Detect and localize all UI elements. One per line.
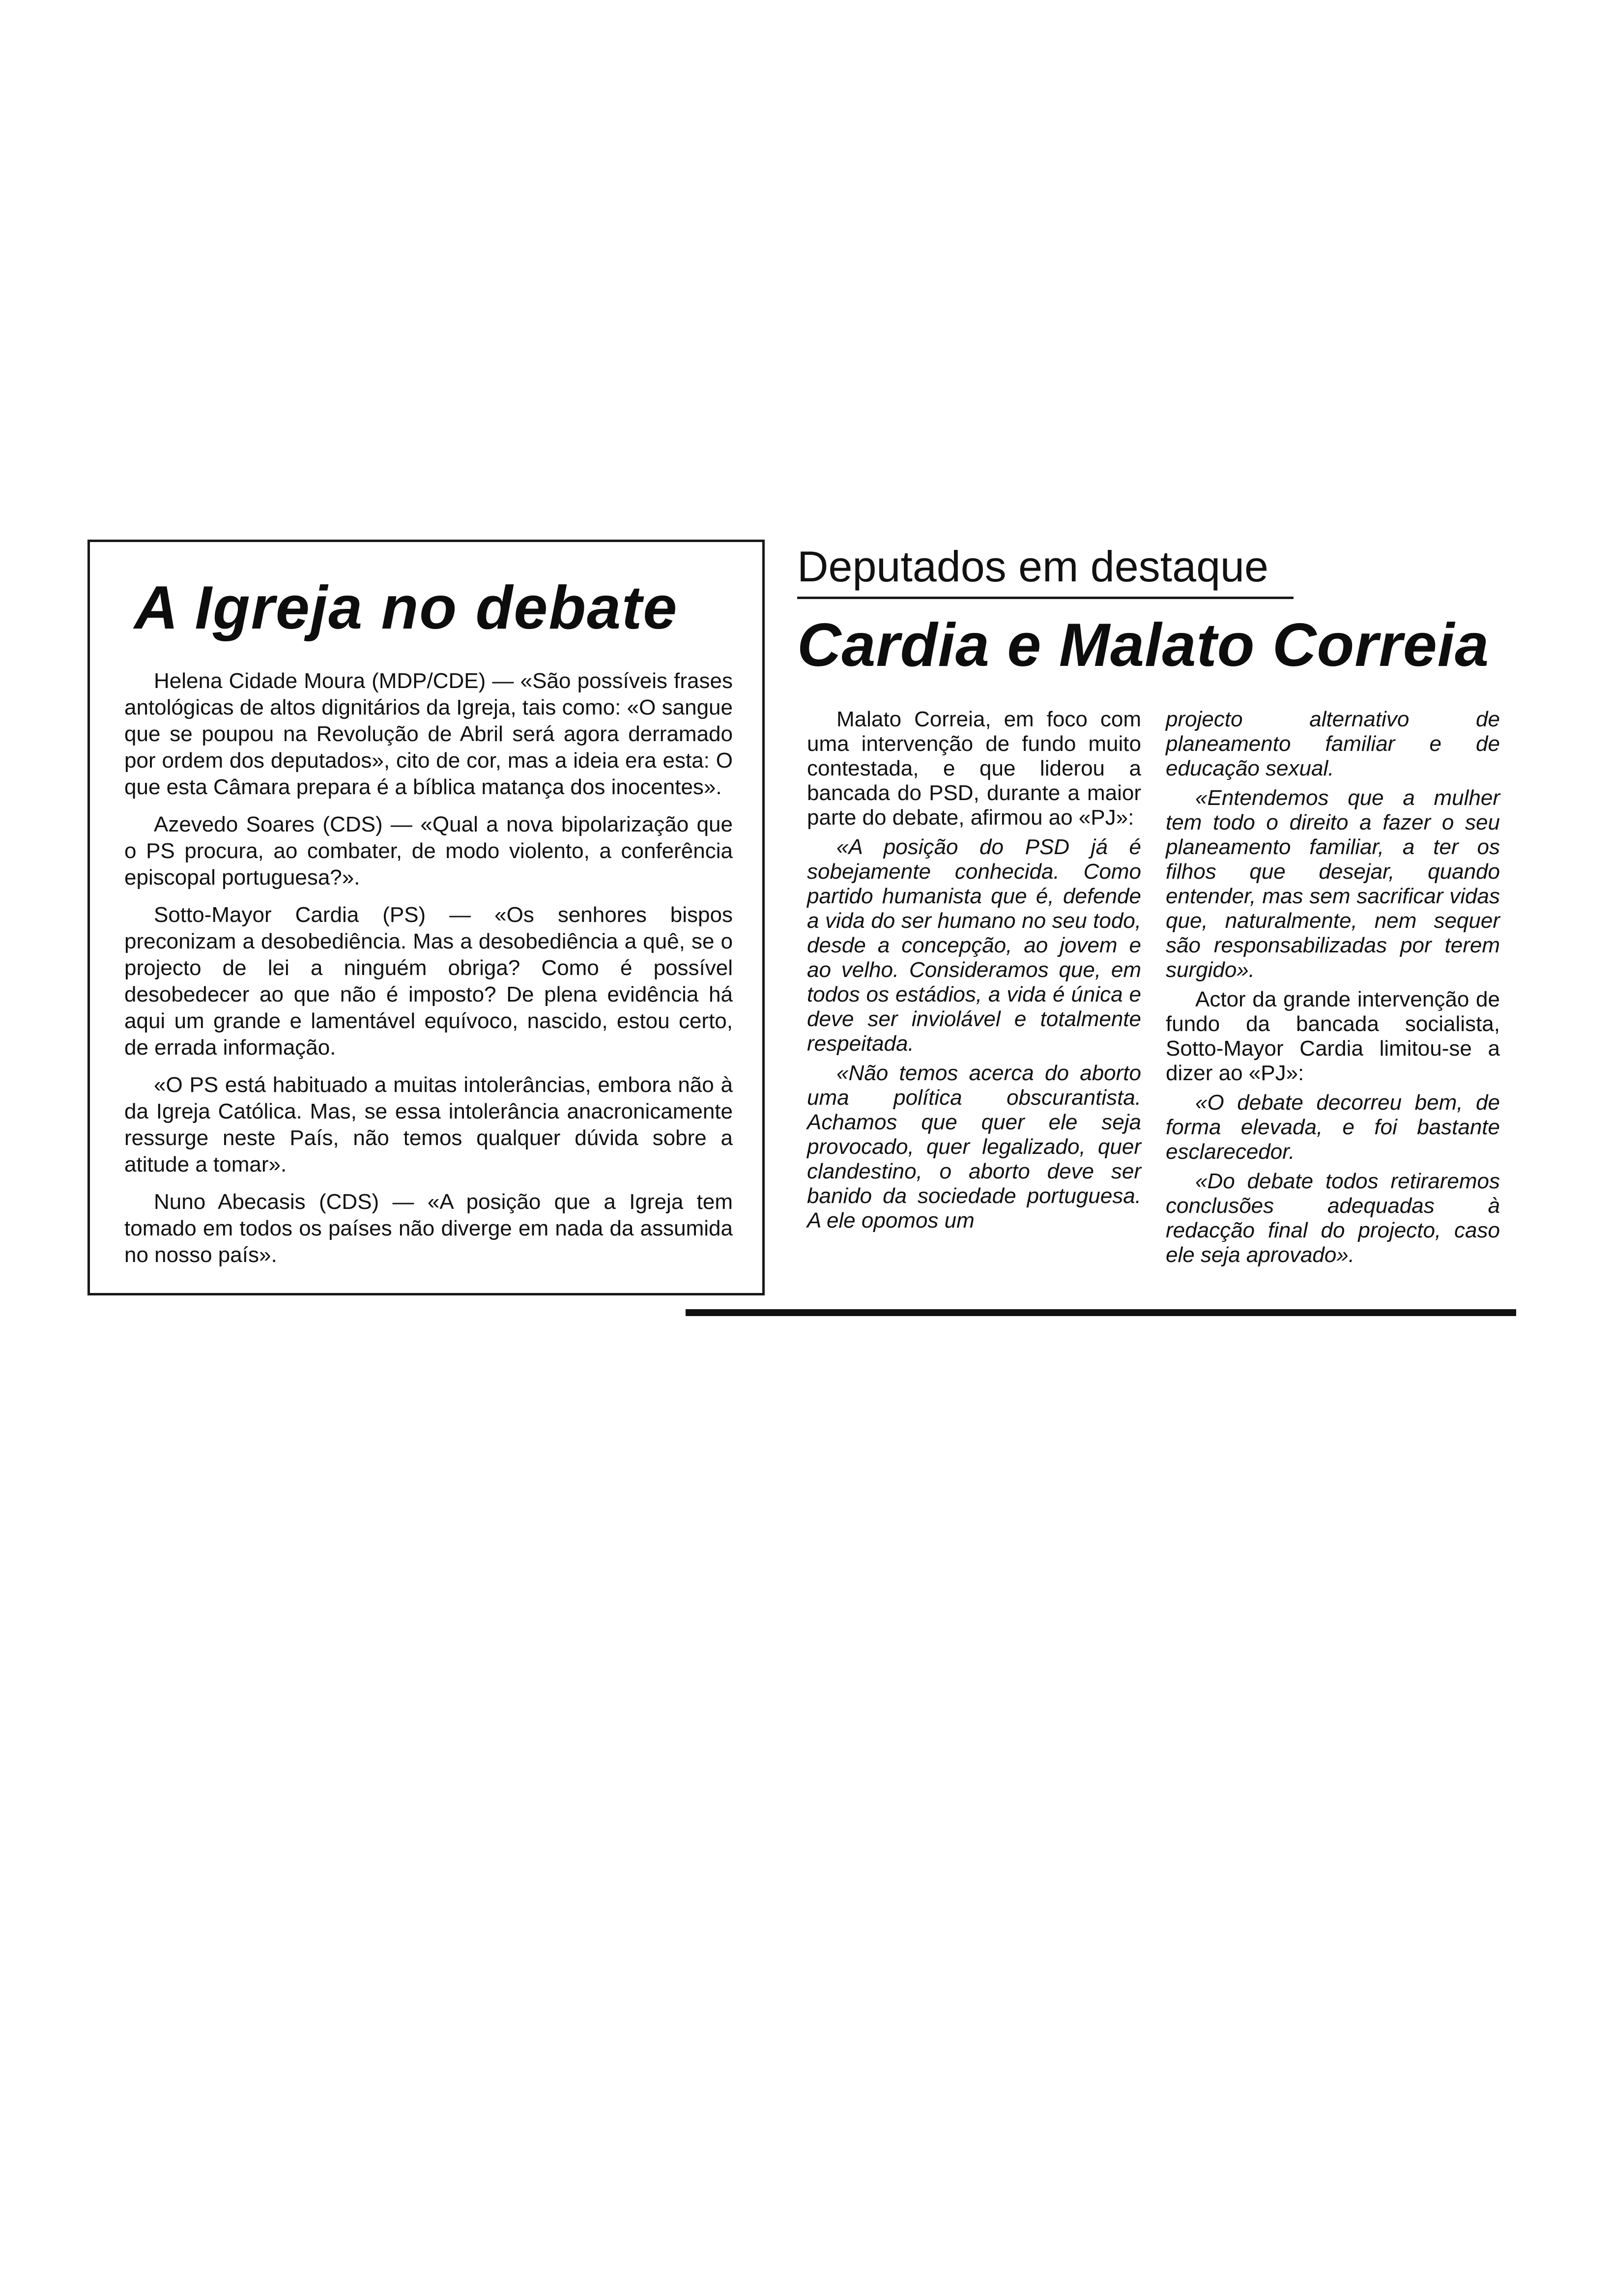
paragraph-ps-intolerancias: «O PS está habituado a muitas intolerâncias, embora não à da Igreja Católica. Mas, se essa intolerância anacronicamente ressurge neste País, não temos qualquer dúvida sobre a atitude a tomar». (124, 1073, 733, 1177)
col2-paragraph: Actor da grande intervenção de fundo da bancada socialista, Sotto-Mayor Cardia limitou-se a dizer ao «PJ»: (1166, 987, 1500, 1085)
col2-quote-continued: projecto alternativo de planeamento familiar e de educação sexual. (1166, 707, 1500, 780)
col1-quote: «A posição do PSD já é sobejamente conhecida. Como partido humanista que é, defende a vida do ser humano no seu todo, desde a concepção, ao jovem e ao velho. Consideramos que, em todos os estádios, a vida é única e deve ser inviolável e totalmente respeitada. (807, 835, 1141, 1056)
col2-quote: «O debate decorreu bem, de forma elevada, e foi bastante esclarecedor. (1166, 1091, 1500, 1164)
paragraph-sotto-mayor-cardia: Sotto-Mayor Cardia (PS) — «Os senhores bispos preconizam a desobediência. Mas a desobediência a quê, se o projecto de lei a ninguém obriga? Como é possível desobedecer ao que não é imposto? De plena evidência há aqui um grande e lamentável equívoco, nascido, estou certo, de errada informação. (124, 903, 733, 1060)
article-headline: Cardia e Malato Correia (797, 611, 1490, 679)
paragraph-azevedo-soares: Azevedo Soares (CDS) — «Qual a nova bipolarização que o PS procura, ao combater, de modo violento, a conferência episcopal portuguesa?». (124, 812, 733, 890)
col2-quote: «Entendemos que a mulher tem todo o direito a fazer o seu planeamento familiar, a ter os filhos que desejar, quando entender, mas sem sacrificar vidas que, naturalmente, nem sequer são responsabilizadas por terem surgido». (1166, 786, 1500, 982)
article-body (124, 668, 733, 1268)
column-1 (807, 707, 1141, 1272)
bottom-rule (686, 1309, 1516, 1316)
paragraph-helena-cidade-moura: Helena Cidade Moura (MDP/CDE) — «São possíveis frases antológicas de altos dignitários da Igreja, tais como: «O sangue que se poupou na Revolução de Abril será agora derramado por ordem dos deputados», cito de cor, mas a ideia era esta: O que esta Câmara prepara é a bíblica matança dos inocentes». (124, 669, 733, 799)
col2-quote: «Do debate todos retiraremos conclusões adequadas à redacção final do projecto, caso ele seja aprovado». (1166, 1169, 1500, 1267)
col1-quote: «Não temos acerca do aborto uma política obscurantista. Achamos que quer ele seja provocado, quer legalizado, quer clandestino, o aborto deve ser banido da sociedade portuguesa. A ele opomos um (807, 1061, 1141, 1233)
article-deputados-destaque (797, 540, 1510, 1272)
article-columns (807, 707, 1500, 1272)
article-box-igreja (87, 540, 765, 1295)
section-kicker: Deputados em destaque (797, 542, 1268, 591)
article-title: A Igreja no debate (134, 574, 678, 642)
paragraph-nuno-abecasis: Nuno Abecasis (CDS) — «A posição que a Igreja tem tomado em todos os países não diverge em nada da assumida no nosso país». (124, 1190, 733, 1267)
col1-paragraph: Malato Correia, em foco com uma intervenção de fundo muito contestada, e que liderou a bancada do PSD, durante a maior parte do debate, afirmou ao «PJ»: (807, 707, 1141, 830)
column-2 (1166, 707, 1500, 1272)
kicker-rule (797, 597, 1294, 599)
